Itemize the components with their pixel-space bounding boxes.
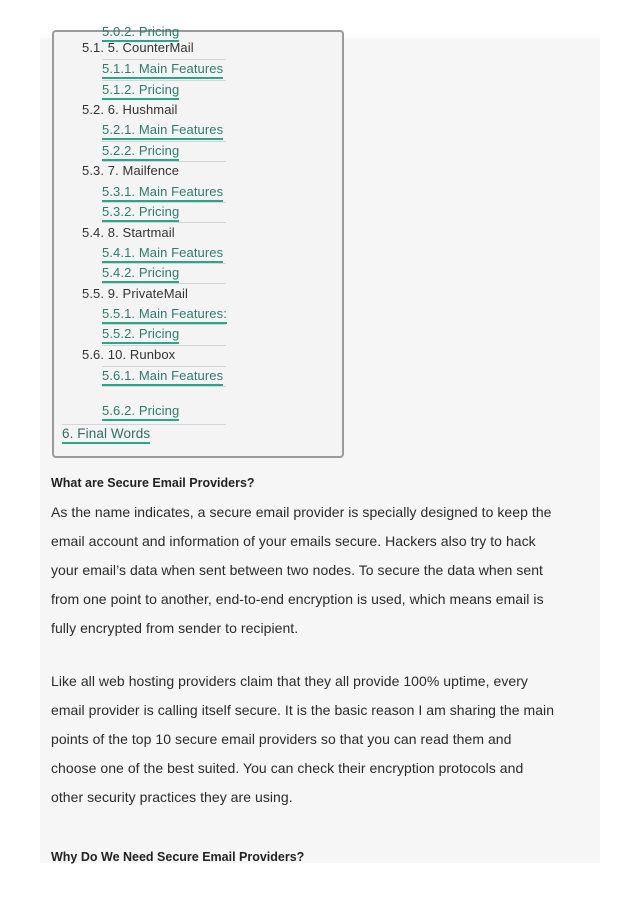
toc-link[interactable]: 5.2.2. Pricing (102, 143, 179, 161)
toc-item-subsection[interactable] (102, 265, 179, 281)
toc-link[interactable]: 5.6. 10. Runbox (82, 347, 176, 362)
toc-link[interactable]: 5.4.2. Pricing (102, 265, 179, 283)
toc-item-section[interactable] (82, 102, 178, 118)
toc-link[interactable]: 5.1.1. Main Features (102, 61, 223, 79)
toc-link[interactable]: 5.0.2. Pricing (102, 24, 179, 42)
toc-divider (62, 424, 226, 425)
toc-item-section[interactable] (82, 40, 194, 56)
toc-link[interactable]: 5.1. 5. CounterMail (82, 40, 194, 55)
toc-item-section[interactable] (82, 286, 188, 302)
paragraph-line: points of the top 10 secure email providers so that you can read them and (51, 731, 512, 747)
toc-divider (102, 222, 226, 223)
toc-link[interactable]: 6. Final Words (62, 426, 150, 444)
toc-item-subsection[interactable] (102, 184, 223, 200)
toc-item-subsection[interactable] (102, 24, 179, 40)
paragraph-line: your email’s data when sent between two nodes. To secure the data when sent (51, 562, 543, 578)
toc-divider (102, 141, 226, 142)
paragraph-line: fully encrypted from sender to recipient. (51, 620, 299, 636)
toc-link[interactable]: 5.3. 7. Mailfence (82, 163, 180, 178)
toc-link[interactable]: 5.6.2. Pricing (102, 403, 179, 421)
paragraph-line: other security practices they are using. (51, 789, 293, 805)
toc-link[interactable]: 5.4. 8. Startmail (82, 225, 175, 240)
toc-divider (102, 80, 226, 81)
toc-item-subsection[interactable] (102, 326, 179, 342)
toc-item-subsection[interactable] (102, 204, 179, 220)
toc-item-subsection[interactable] (102, 403, 179, 419)
toc-item-top[interactable] (62, 426, 150, 442)
table-of-contents (52, 24, 344, 458)
toc-link[interactable]: 5.5.2. Pricing (102, 326, 179, 344)
paragraph-reasoning (51, 667, 596, 812)
document-page (40, 24, 600, 864)
toc-divider (102, 324, 226, 325)
toc-link[interactable]: 5.4.1. Main Features (102, 245, 223, 263)
toc-item-subsection[interactable] (102, 61, 223, 77)
toc-item-section[interactable] (82, 347, 175, 363)
toc-item-subsection[interactable] (102, 122, 223, 138)
toc-link[interactable]: 5.3.2. Pricing (102, 204, 179, 222)
paragraph-line: choose one of the best suited. You can check their encryption protocols and (51, 760, 524, 776)
toc-divider (102, 345, 226, 346)
toc-item-subsection[interactable] (102, 245, 223, 261)
paragraph-line: Like all web hosting providers claim that they all provide 100% uptime, every (51, 673, 528, 689)
paragraph-definition (51, 498, 596, 643)
toc-link[interactable]: 5.2.1. Main Features (102, 122, 223, 140)
toc-link[interactable]: 5.3.1. Main Features (102, 184, 223, 202)
toc-link[interactable]: 5.1.2. Pricing (102, 82, 179, 100)
section-heading-what-are: What are Secure Email Providers? (51, 476, 255, 490)
toc-divider (102, 263, 226, 264)
toc-item-subsection[interactable] (102, 143, 179, 159)
toc-divider (102, 283, 226, 284)
toc-item-subsection[interactable] (102, 368, 223, 384)
toc-divider (102, 59, 226, 60)
toc-item-subsection[interactable] (102, 306, 227, 322)
toc-item-section[interactable] (82, 225, 175, 241)
paragraph-line: As the name indicates, a secure email provider is specially designed to keep the (51, 504, 552, 520)
toc-divider (102, 366, 226, 367)
toc-link[interactable]: 5.5.1. Main Features: (102, 306, 227, 324)
toc-divider (102, 386, 226, 387)
toc-divider (102, 161, 226, 162)
section-heading-why-need: Why Do We Need Secure Email Providers? (51, 850, 305, 864)
toc-item-section[interactable] (82, 163, 179, 179)
paragraph-line: email provider is calling itself secure. It is the basic reason I am sharing the main (51, 702, 555, 718)
toc-item-subsection[interactable] (102, 82, 179, 98)
toc-link[interactable]: 5.2. 6. Hushmail (82, 102, 178, 117)
toc-link[interactable]: 5.6.1. Main Features (102, 368, 223, 386)
toc-link[interactable]: 5.5. 9. PrivateMail (82, 286, 188, 301)
toc-divider (102, 202, 226, 203)
paragraph-line: email account and information of your emails secure. Hackers also try to hack (51, 533, 536, 549)
paragraph-line: from one point to another, end-to-end encryption is used, which means email is (51, 591, 544, 607)
